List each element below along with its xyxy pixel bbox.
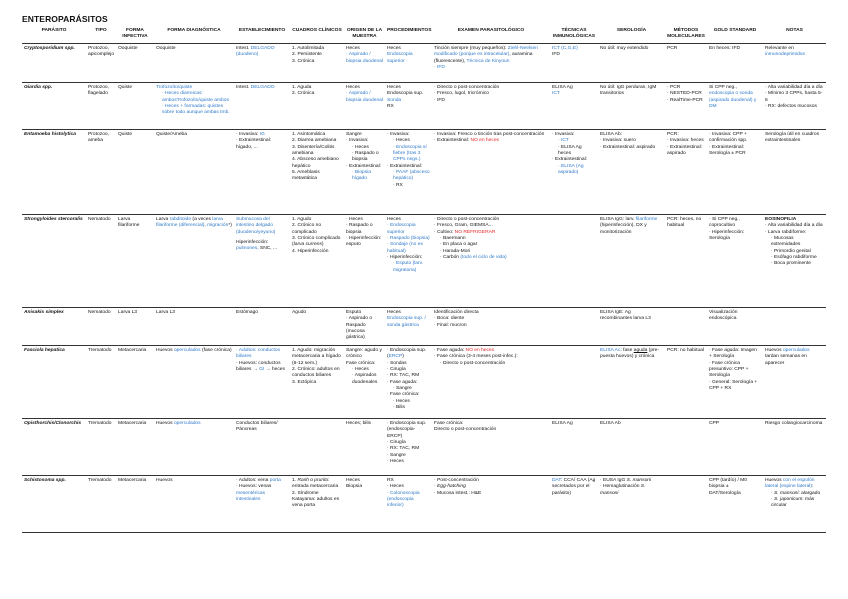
cell-serologia: ELISA IgE: Ag recombinantes larva L3 [598, 307, 665, 345]
cell-forma-infectiva: Quiste [116, 82, 154, 129]
cell-serologia: ELISA IgG: larv. filariforme (hiperinfección), DX y monitorización [598, 214, 665, 307]
cell-cuadros: 1. Aguda 2. Crónica [290, 82, 344, 129]
cell-molecular: PCR: no habitual [665, 345, 707, 418]
cell-notas: Huevos operculados tardan semanas en aparecer [763, 345, 826, 418]
table-row [22, 82, 826, 129]
col-header-molecular: MÉTODOS MOLECULARES [665, 27, 707, 43]
cell-notas: Huevos con el espolón lateral (espine lateral): · S. mansoni: alargado · S. japonicum: más circular [763, 475, 826, 532]
cell-establecimiento: Intest. DELGADO (duodeno) [234, 43, 290, 82]
cell-forma-diagnostica: Huevos [154, 475, 234, 532]
cell-procedimientos: · Invasiva: · Heces · Endoscopia sí fiebre (tras 3 CPPs negs.) · Extraintestinal: · PAAF (absceso hepático) · RX [385, 129, 432, 214]
cell-tecnicas: ICT (C,G,E) IFD [550, 43, 598, 82]
cell-procedimientos: RX · Heces · Colonoscopia (endoscopia inferior) [385, 475, 432, 532]
cell-origen: Sangre: agudo y crónico Fase crónica: · Heces · Aspirados duodenales [344, 345, 385, 418]
cell-tipo: Protozoo, flagelado [86, 82, 116, 129]
cell-origen: Heces; bilis [344, 418, 385, 475]
cell-forma-infectiva: Ooquiste [116, 43, 154, 82]
cell-forma-diagnostica: Trofozoíto/quiste · Heces diarreicas: ambosTrofozoíto/quiste ambos · Heces + formadas: quistes sobre todo aunque ambas tmb. [154, 82, 234, 129]
cell-origen: · Heces · Raspado o biopsia · Hiperinfección: esputo [344, 214, 385, 307]
cell-examen: · Fase aguda: NO en heces · Fase crónica (3-4 meses post-infec.): · Directo o post-concentración [432, 345, 550, 418]
cell-origen: Sangre · Invasiva: · Heces · Raspado o biopsia · Extraintestinal: · Biopsia hígado [344, 129, 385, 214]
cell-notas: · Alta variabilidad día a día · Mínimo 3 CPPs, hasta 5-6 · RX: defectos mucosos [763, 82, 826, 129]
cell-forma-diagnostica: Huevos operculados (fase crónica) [154, 345, 234, 418]
cell-molecular [665, 475, 707, 532]
cell-establecimiento: Estómago [234, 307, 290, 345]
cell-parasito: Anisakis simplex [22, 307, 86, 345]
cell-gold: Si CPP neg., endoscopia o sonda (aspirado duodenal) y DM [707, 82, 763, 129]
cell-serologia: No útil: IgG perduran, IgM transitorios [598, 82, 665, 129]
cell-serologia: · EUSA IgG S. mansoni · Hemaglutinación S. mansoni [598, 475, 665, 532]
col-header-gold: GOLD STANDARD [707, 27, 763, 43]
col-header-establecimiento: ESTABLECIMIENTO [234, 27, 290, 43]
col-header-tecnicas: TÉCNICAS INMUNOLÓGICAS [550, 27, 598, 43]
cell-cuadros: 1. Rash o prurito: entrada metacercaria 2. Síndrome Katayama: adultos en vena porta [290, 475, 344, 532]
table-row [22, 475, 826, 532]
cell-notas: Riesgo colangiocarcinoma [763, 418, 826, 475]
cell-origen: Heces · Aspirado / biopsia duodenal [344, 43, 385, 82]
cell-gold: · Invasiva: CPP + confirmación spp. · Extraintestinal: Serología ± PCR [707, 129, 763, 214]
cell-cuadros: 1. Agudo: migración metacercaria a hígado (6-12 sem.) 2. Crónico: adultos en conductos biliares 3. Ectópica [290, 345, 344, 418]
cell-molecular: PCR [665, 43, 707, 82]
cell-molecular [665, 418, 707, 475]
cell-cuadros: 1. Asintomática 2. Diarrea amebiana 3. Disentería/Colitis amebiana 4. Absceso amebiano hepático 5. Ameblasis metastática [290, 129, 344, 214]
cell-examen: Fase crónica: Directo o post-concentración [432, 418, 550, 475]
cell-parasito: Strongyloides stercoralis [22, 214, 86, 307]
cell-molecular: PCR: · Invasiva: heces · Extraintestinal: aspirado [665, 129, 707, 214]
cell-serologia: ELISA Ab: · Invasiva: suero · Extraintestinal: aspirado [598, 129, 665, 214]
cell-procedimientos: Heces · Endoscopia superior · Raspado (biopsia) · Sondaje (no es habitual) · Hiperinfección: · Esputo (larv. migratoria) [385, 214, 432, 307]
table-row [22, 307, 826, 345]
col-header-origen: ORIGEN DE LA MUESTRA [344, 27, 385, 43]
cell-parasito: Schistosoma spp. [22, 475, 86, 532]
cell-tipo: Trematodo [86, 475, 116, 532]
cell-tecnicas: ELISA Ag [550, 418, 598, 475]
cell-cuadros: Agudo [290, 307, 344, 345]
table-row [22, 214, 826, 307]
cell-establecimiento: Submucosa del intestino delgado (duodeno/yeyuno) Hiperinfección: pulmones, SNC, ... [234, 214, 290, 307]
cell-examen: · Directo o post-concentración · Fresco, Gram, GIEMSA... · Cultivo: NO REFRIGERAR · Baermann · En placa o agar · Harada-Mori · Carbón (todo el ciclo de vida) [432, 214, 550, 307]
cell-serologia: ELISA Ab [598, 418, 665, 475]
cell-forma-diagnostica: Huevos operculados [154, 418, 234, 475]
cell-gold: · Fase aguda: Imagen + Serología · Fase crónica presuntivo: CPP + Serología · General: Serología + CPP + RX [707, 345, 763, 418]
cell-establecimiento: Intest. DELGADO [234, 82, 290, 129]
cell-gold: CPP [707, 418, 763, 475]
cell-forma-diagnostica: Larva rabditoide (a veces larva filariforme (diferencial), migración*) [154, 214, 234, 307]
cell-tipo: Protozoo, apicomplejo [86, 43, 116, 82]
cell-origen: Heces Biopsia [344, 475, 385, 532]
cell-origen: Heces · Aspirado / biopsia duodenal [344, 82, 385, 129]
cell-origen: Esputo · Aspirado o Raspado (mucosa gástrica) [344, 307, 385, 345]
cell-parasito: Fasciola hepatica [22, 345, 86, 418]
cell-tipo: Nematodo [86, 307, 116, 345]
cell-examen: Tinción siempre (muy pequeños): Ziehl-Neelsen modificado (porque es intracelular), auramina (fluorescente), Técnica de Kinyoun · IFD [432, 43, 550, 82]
cell-tecnicas: ELISA Ag ICT [550, 82, 598, 129]
cell-tipo: Trematodo [86, 418, 116, 475]
col-header-notas: NOTAS [763, 27, 826, 43]
table-row [22, 129, 826, 214]
cell-tipo: Trematodo [86, 345, 116, 418]
cell-tipo: Nematodo [86, 214, 116, 307]
col-header-forma-infectiva: FORMA INFECTIVA [116, 27, 154, 43]
col-header-examen: EXAMEN PARASITOLÓGICO [432, 27, 550, 43]
cell-procedimientos: · Endoscopia sup. (endoscopia-ERCP) · Cirugía · RX: TAC, RM · Sangre · Heces [385, 418, 432, 475]
cell-gold: En heces: IFD [707, 43, 763, 82]
col-header-parasito: PARÁSITO [22, 27, 86, 43]
cell-notas: EOSINOFILIA · Alta variabilidad día a día · Larva rabdiforme: · Mucosas extremidades · Primordio genital · Esófago rabdiforme · Boca prominente [763, 214, 826, 307]
col-header-procedimientos: PROCEDIMIENTOS [385, 27, 432, 43]
cell-tecnicas: · Invasiva: · ICT · ELISA Ag heces · Extraintestinal: · ELISA (Ag aspirado) [550, 129, 598, 214]
cell-notas [763, 307, 826, 345]
cell-cuadros [290, 418, 344, 475]
cell-parasito: Giardia spp. [22, 82, 86, 129]
cell-establecimiento: · Adultos: conductos biliares · Huevos: conductos biliares → GI → heces [234, 345, 290, 418]
document-title: ENTEROPARÁSITOS [22, 14, 108, 24]
header-row [22, 27, 826, 43]
cell-tecnicas: DAT: CCA/ CAA (Ag secretados por el parásito) [550, 475, 598, 532]
cell-gold: Visualización endoscópica [707, 307, 763, 345]
cell-forma-infectiva: Metacercaria [116, 418, 154, 475]
cell-gold: · Si CPP neg., coprocultivo · Hiperinfección: Serología [707, 214, 763, 307]
table-row [22, 345, 826, 418]
cell-molecular [665, 307, 707, 345]
table-row [22, 43, 826, 82]
cell-procedimientos: Heces Endoscopia sup. / sonda gástrica [385, 307, 432, 345]
cell-examen: · Post-concentración · Egg-hatching · Mucosa intest.: H&E [432, 475, 550, 532]
cell-forma-infectiva: Larva L3 [116, 307, 154, 345]
table-row [22, 418, 826, 475]
col-header-forma-diagnostica: FORMA DIAGNÓSTICA [154, 27, 234, 43]
cell-parasito: Cryptosporidium spp. [22, 43, 86, 82]
col-header-tipo: TIPO [86, 27, 116, 43]
col-header-serologia: SEROLOGÍA [598, 27, 665, 43]
cell-tipo: Protozoo, ameba [86, 129, 116, 214]
parasite-table [22, 27, 826, 533]
cell-serologia: ELISA Ac: fase aguda (pre-puesta huevos) y crónica [598, 345, 665, 418]
cell-forma-infectiva: Larva filariforme [116, 214, 154, 307]
cell-forma-diagnostica: Ooquiste [154, 43, 234, 82]
col-header-cuadros: CUADROS CLÍNICOS [290, 27, 344, 43]
cell-notas: Serología útil en cuadros extraintestinales [763, 129, 826, 214]
cell-tecnicas [550, 345, 598, 418]
cell-cuadros: 1. Autolimitada 2. Persistente 3. Crónica [290, 43, 344, 82]
cell-molecular: · PCR · NESTED-PCR · RealTime-PCR [665, 82, 707, 129]
cell-parasito: Opisthorchis/Clonorchis [22, 418, 86, 475]
cell-forma-infectiva: Metacercaria [116, 475, 154, 532]
cell-tecnicas [550, 307, 598, 345]
cell-procedimientos: Heces Endoscopia superior [385, 43, 432, 82]
cell-forma-infectiva: Quiste [116, 129, 154, 214]
cell-procedimientos: · Endoscopia sup. (ERCP) · Sondas · Cirugía · RX: TAC, RM · Fase aguda: · Sangre · Fase crónica: · Heces · Bilis [385, 345, 432, 418]
cell-establecimiento: Conductos biliares/ Páncreas [234, 418, 290, 475]
cell-parasito: Entamoeba histolytica [22, 129, 86, 214]
cell-tecnicas [550, 214, 598, 307]
cell-forma-infectiva: Metacercaria [116, 345, 154, 418]
cell-forma-diagnostica: Larva L3 [154, 307, 234, 345]
cell-establecimiento: · Invasiva: IG · Extraintestinal: hígado, ... [234, 129, 290, 214]
cell-serologia: No útil: muy extendido [598, 43, 665, 82]
cell-examen: · Invasiva: Fresco o tinción tras post-concentración · Extraintestinal: NO en heces [432, 129, 550, 214]
cell-establecimiento: · Adultos: vena porta · Huevos: venas mesentéricas intestinales [234, 475, 290, 532]
cell-notas: Relevante en inmunodeprimidos [763, 43, 826, 82]
cell-gold: CPP (tardío) / M0 biopsia ± DAT/Serología [707, 475, 763, 532]
cell-forma-diagnostica: Quiste/Ameba [154, 129, 234, 214]
cell-procedimientos: Heces Endoscopia sup. Sonda RX [385, 82, 432, 129]
cell-molecular: PCR: heces, no habitual [665, 214, 707, 307]
cell-cuadros: 1. Agudo 2. Crónico no complicado 3. Crónico complicado (larva currens) 4. Hiperinfección [290, 214, 344, 307]
cell-examen: · Directo o post-concentración · Fresco, lugol, tricrómico · IFD [432, 82, 550, 129]
cell-examen: Identificación directa · Boca: diente · Final: mucron [432, 307, 550, 345]
